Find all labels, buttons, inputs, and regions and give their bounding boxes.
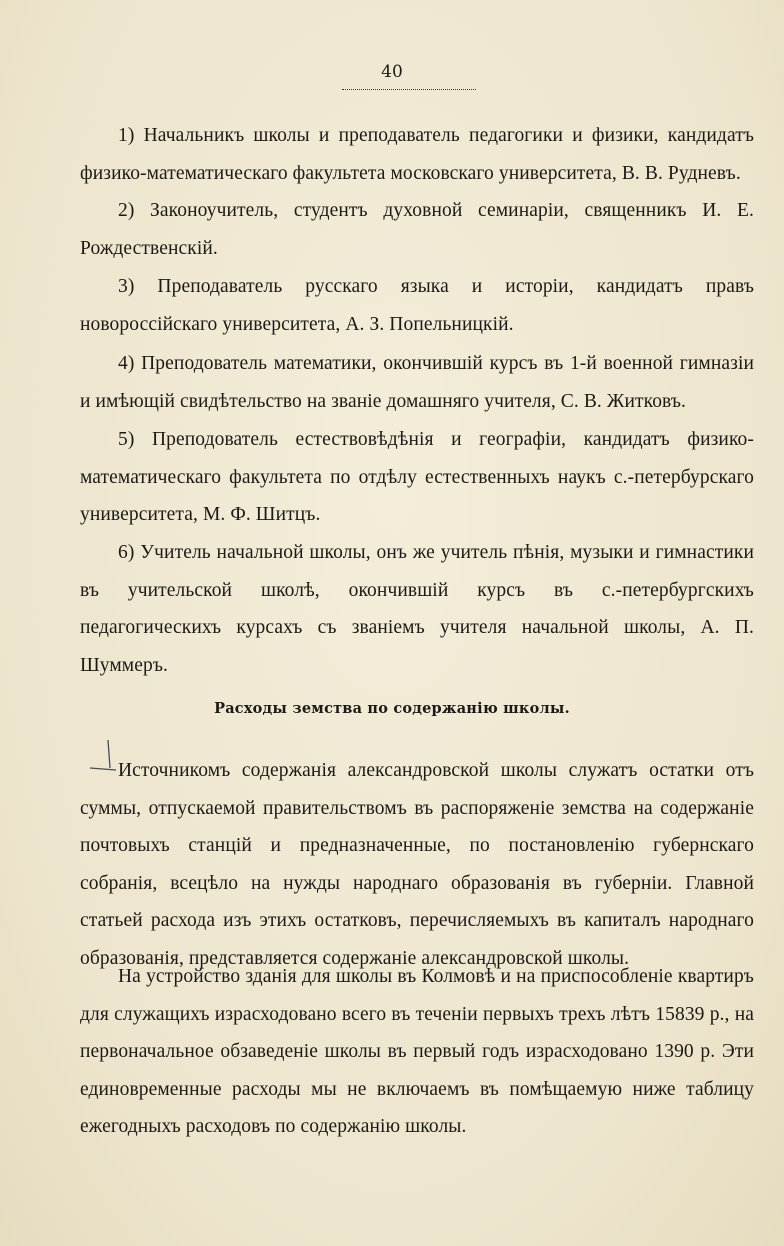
staff-item-2: 2) Законоучитель, студентъ духовной семинаріи, священникъ И. Е. Рождественскій. xyxy=(80,200,754,259)
section-paragraph-1: Источникомъ содержанія александровской школы служатъ остатки отъ суммы, отпускаемой правительствомъ въ распоряженіе земства на содержаніе почтовыхъ станцій и предназначенные, по постановленію губернскаго собранія, всецѣло на нужды народнаго образованія въ губерніи. Главной статьей расхода изъ этихъ остатковъ, перечисляемыхъ въ капиталъ народнаго образованія, представляется содержаніе александровской школы. xyxy=(80,760,754,969)
page-number: 40 xyxy=(381,62,403,82)
staff-item-6: 6) Учитель начальной школы, онъ же учитель пѣнія, музыки и гимнастики въ учительской школѣ, окончившій курсъ въ с.-петербургскихъ педагогическихъ курсахъ съ званіемъ учителя начальной школы, А. П. Шуммеръ. xyxy=(80,542,754,676)
staff-item-3: 3) Преподаватель русскаго языка и исторіи, кандидатъ правъ новороссійскаго университета, А. З. Попельницкій. xyxy=(80,276,754,335)
page-number-rule xyxy=(342,89,476,90)
staff-item-1: 1) Начальникъ школы и преподаватель педагогики и физики, кандидатъ физико-математическаго факультета московскаго университета, В. В. Рудневъ. xyxy=(80,125,754,184)
section-heading: Расходы земства по содержанію школы. xyxy=(214,700,570,717)
staff-item-4: 4) Преподователь математики, окончившій курсъ въ 1-й военной гимназіи и имѣющій свидѣтельство на званіе домашняго учителя, С. В. Житковъ. xyxy=(80,353,754,412)
section-paragraph-2: На устройство зданія для школы въ Колмовѣ и на приспособленіе квартиръ для служащихъ израсходовано всего въ теченіи первыхъ трехъ лѣтъ 15839 р., на первоначальное обзаведеніе школы въ первый годъ израсходовано 1390 р. Эти единовременные расходы мы не включаемъ въ помѣщаемую ниже таблицу ежегодныхъ расходовъ по содержанію школы. xyxy=(80,966,754,1137)
staff-item-5: 5) Преподователь естествовѣдѣнія и географіи, кандидатъ физико-математическаго факультета по отдѣлу естественныхъ наукъ с.-петербурскаго университета, М. Ф. Шитцъ. xyxy=(80,429,754,525)
